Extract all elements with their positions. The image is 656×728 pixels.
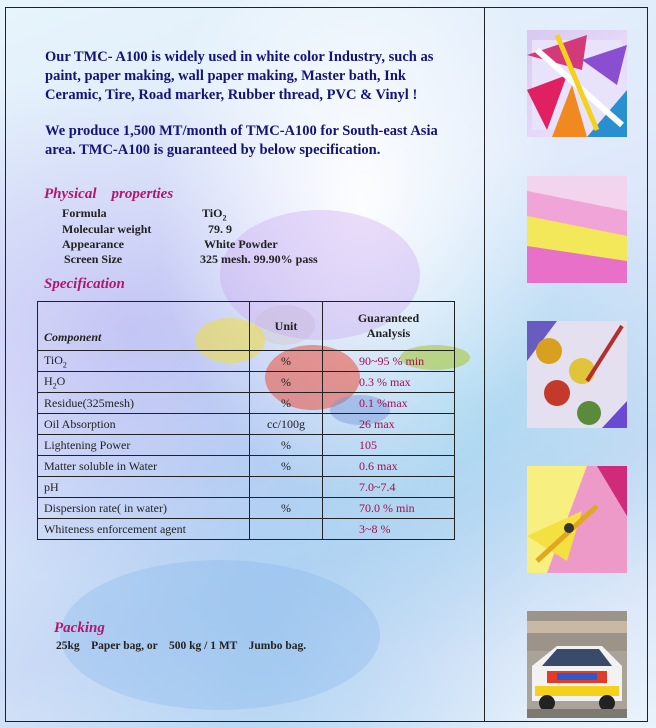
table-row (38, 372, 455, 393)
race-car-image (527, 611, 627, 718)
analysis-cell: 26 max (323, 414, 455, 435)
paper-graphic (527, 176, 627, 283)
analysis-cell: 3~8 % (323, 519, 455, 540)
analysis-cell: 70.0 % min (323, 498, 455, 519)
header-component: Component (38, 302, 250, 351)
property-label: Formula (62, 206, 107, 220)
component-cell: TiO$_2$ (38, 351, 250, 372)
component-cell: Dispersion rate( in water) (38, 498, 250, 519)
unit-cell (250, 477, 323, 498)
table-header-row (38, 302, 455, 351)
packing-text: 25kg Paper bag, or 500 kg / 1 MT Jumbo bag. (56, 640, 307, 652)
paint-palette-image (527, 321, 627, 428)
analysis-cell: 90~95 % min (323, 351, 455, 372)
component-cell: Matter soluble in Water (38, 456, 250, 477)
physical-properties-title: Physical properties (44, 186, 174, 202)
column-divider (484, 7, 485, 722)
table-row (38, 519, 455, 540)
property-label: Molecular weight (62, 222, 152, 236)
unit-cell: % (250, 393, 323, 414)
table-row (38, 351, 455, 372)
unit-cell: cc/100g (250, 414, 323, 435)
property-value: 79. 9 (208, 222, 232, 236)
header-unit: Unit (250, 302, 323, 351)
property-label: Screen Size (64, 252, 123, 266)
unit-cell (250, 519, 323, 540)
component-cell: pH (38, 477, 250, 498)
analysis-cell: 0.6 max (323, 456, 455, 477)
property-label: Appearance (62, 237, 124, 251)
cutlery-graphic (527, 30, 627, 137)
specification-title: Specification (44, 276, 125, 292)
component-cell: Lightening Power (38, 435, 250, 456)
property-value: White Powder (204, 237, 278, 251)
analysis-cell: 0.1 %max (323, 393, 455, 414)
table-row (38, 477, 455, 498)
cutlery-image (527, 30, 627, 137)
component-cell: Whiteness enforcement agent (38, 519, 250, 540)
component-cell: $H_2O$ (38, 372, 250, 393)
component-cell: Residue(325mesh) (38, 393, 250, 414)
packing-title: Packing (54, 620, 105, 636)
unit-cell: % (250, 351, 323, 372)
table-row (38, 456, 455, 477)
specification-table (37, 301, 455, 540)
palette-graphic (527, 321, 627, 428)
property-value: 325 mesh. 99.90% pass (200, 252, 318, 266)
unit-cell: % (250, 498, 323, 519)
car-graphic (527, 611, 627, 718)
analysis-cell: 7.0~7.4 (323, 477, 455, 498)
colored-paper-image (527, 176, 627, 283)
analysis-cell: 0.3 % max (323, 372, 455, 393)
table-row (38, 414, 455, 435)
paper-sheets-image (527, 466, 627, 573)
unit-cell: % (250, 372, 323, 393)
sheets-graphic (527, 466, 627, 573)
header-analysis: Guaranteed Analysis (323, 302, 455, 351)
property-value: TiO$_2$ (202, 206, 227, 223)
table-row (38, 498, 455, 519)
table-row (38, 393, 455, 414)
unit-cell: % (250, 435, 323, 456)
intro-paragraph-1: Our TMC- A100 is widely used in white color Industry, such as paint, paper making, wall paper making, Master bath, Ink Ceramic, Tire, Road marker, Rubber thread, PVC & Vinyl ! (45, 49, 434, 103)
intro-paragraph-2: We produce 1,500 MT/month of TMC-A100 for South-east Asia area. TMC-A100 is guaranteed by below specification. (45, 123, 438, 158)
component-cell: Oil Absorption (38, 414, 250, 435)
analysis-cell: 105 (323, 435, 455, 456)
unit-cell: % (250, 456, 323, 477)
table-row (38, 435, 455, 456)
